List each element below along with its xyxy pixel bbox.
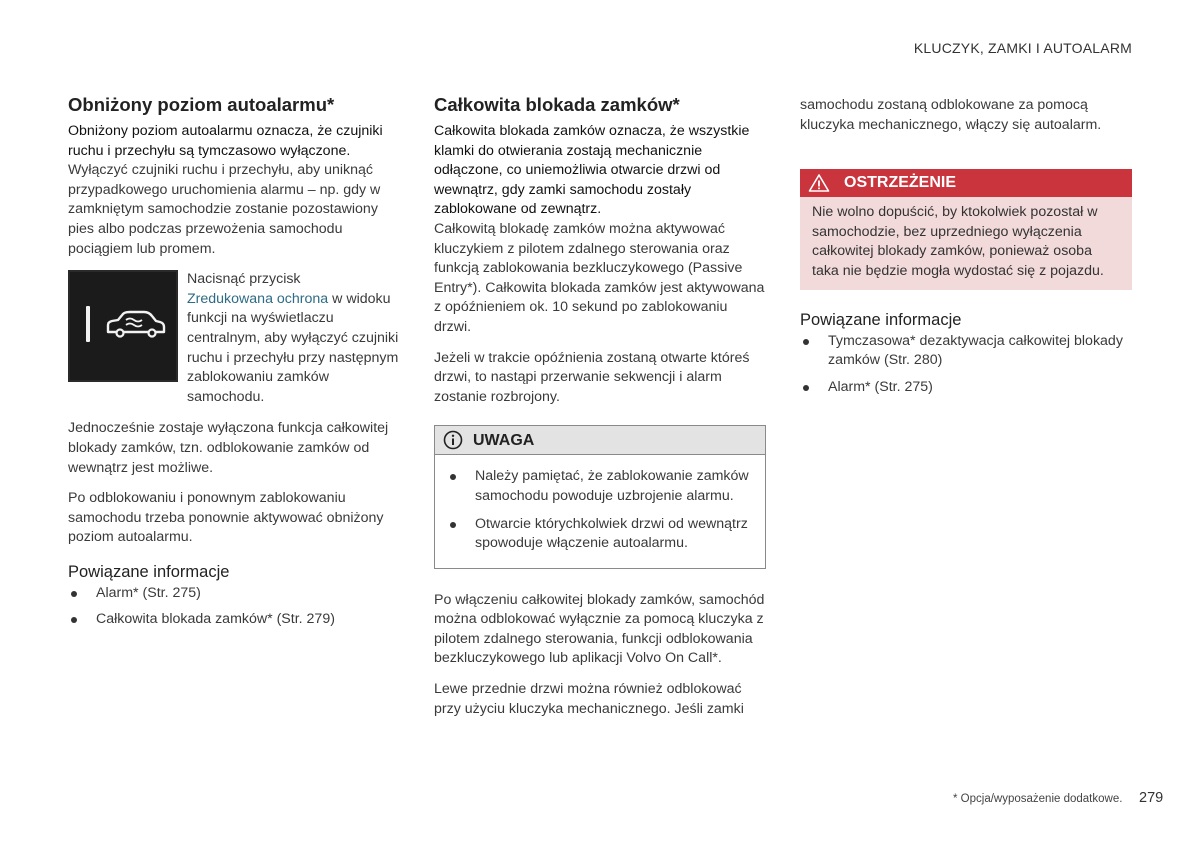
note-item: Należy pamiętać, że zablokowanie zamków samochodu powoduje uzbrojenie alarmu. [447, 467, 755, 506]
note-body [435, 455, 765, 567]
caption-text-before: Nacisnąć przycisk [187, 271, 301, 288]
related-link-alarm[interactable]: Alarm* (Str. 275) [800, 378, 1132, 398]
warning-title: OSTRZEŻENIE [844, 174, 957, 192]
reduced-guard-button-image [68, 270, 178, 382]
section-header: KLUCZYK, ZAMKI I AUTOALARM [913, 40, 1132, 56]
heading-reduced-alarm: Obniżony poziom autoalarmu* [68, 94, 335, 115]
footnote: * Opcja/wyposażenie dodatkowe. [953, 793, 1123, 805]
reduced-guard-button-label: Zredukowana ochrona [187, 290, 329, 307]
paragraph-full-lock-off: Jednocześnie zostaje wyłączona funkcja całkowitej blokady zamków, tzn. odblokowanie zamków od wewnątrz jest możliwe. [68, 420, 389, 476]
figure-caption [187, 270, 403, 407]
lead-reduced-alarm: Obniżony poziom autoalarmu oznacza, że czujniki ruchu i przechyłu są tymczasowo wyłączone. [68, 123, 383, 159]
note-box [434, 425, 766, 568]
car-sensor-icon [68, 270, 178, 382]
paragraph-unlock-methods: Po włączeniu całkowitej blokady zamków, samochód można odblokować wyłącznie za pomocą kluczyka z pilotem zdalnego sterowania, funkcji odblokowania bezkluczykowego lub aplikacji Volvo On Call*. [434, 591, 765, 667]
caption-text-after: w widoku funkcji na wyświetlaczu centralnym, aby wyłączyć czujniki ruchu i przechyłu przy następnym zablokowaniu zamków samochodu. [187, 290, 399, 405]
warning-box [800, 169, 1132, 289]
figure-row [68, 270, 403, 407]
related-heading: Powiązane informacje [800, 310, 962, 329]
note-list [447, 467, 755, 553]
page-number: 279 [1139, 790, 1164, 806]
info-icon [443, 430, 463, 450]
paragraph-activation: Całkowitą blokadę zamków można aktywować kluczykiem z pilotem zdalnego sterowania oraz funkcją zablokowania bezkluczykowego (Passive Entry*). Całkowita blokada zamków jest aktywowana z opóźnieniem ok. 10 sekund po zablokowaniu drzwi. [434, 220, 765, 335]
heading-full-lock: Całkowita blokada zamków* [434, 94, 680, 115]
paragraph-mechanical-key: Lewe przednie drzwi można również odblokować przy użyciu kluczyka mechanicznego. Jeśli zamki [434, 681, 744, 717]
note-header [435, 426, 765, 455]
column-reduced-alarm [68, 94, 403, 637]
related-list [800, 332, 1132, 398]
warning-triangle-icon [808, 173, 830, 193]
paragraph-sensors: Wyłączyć czujniki ruchu i przechyłu, aby uniknąć przypadkowego uruchomienia alarmu – np. gdy w zamkniętym samochodzie zostanie pozostawiony pies albo podczas przewożenia samochodu pociągiem lub promem. [68, 162, 381, 257]
column-continued [800, 96, 1132, 404]
related-list [68, 584, 403, 630]
lead-full-lock: Całkowita blokada zamków oznacza, że wszystkie klamki do otwierania zostają mechanicznie odłączone, co uniemożliwia otwarcie drzwi od wewnątrz, gdy zamki samochodu zostały zablokowane od zewnątrz. [434, 123, 750, 218]
note-title: UWAGA [473, 431, 535, 449]
related-link-alarm[interactable]: Alarm* (Str. 275) [68, 584, 403, 604]
paragraph-continued: samochodu zostaną odblokowane za pomocą kluczyka mechanicznego, włączy się autoalarm. [800, 97, 1102, 133]
related-link-full-lock[interactable]: Całkowita blokada zamków* (Str. 279) [68, 610, 403, 630]
column-full-lock [434, 94, 766, 730]
warning-header [800, 169, 1132, 197]
related-info-col1 [68, 562, 403, 630]
related-heading: Powiązane informacje [68, 562, 230, 581]
paragraph-delay: Jeżeli w trakcie opóźnienia zostaną otwarte któreś drzwi, to nastąpi przerwanie sekwencji i alarm zostanie rozbrojony. [434, 349, 750, 405]
warning-text: Nie wolno dopuścić, by ktokolwiek pozostał w samochodzie, bez uprzedniego wyłączenia całkowitej blokady zamków, ponieważ osoba taka nie będzie mogła wydostać się z pojazdu. [800, 197, 1132, 289]
related-info-col3 [800, 310, 1132, 398]
note-item: Otwarcie którychkolwiek drzwi od wewnątrz spowoduje włączenie autoalarmu. [447, 515, 755, 554]
related-link-temporary-deactivation[interactable]: Tymczasowa* dezaktywacja całkowitej blokady zamków (Str. 280) [800, 332, 1132, 371]
paragraph-reactivate: Po odblokowaniu i ponownym zablokowaniu samochodu trzeba ponownie aktywować obniżony poziom autoalarmu. [68, 490, 384, 546]
